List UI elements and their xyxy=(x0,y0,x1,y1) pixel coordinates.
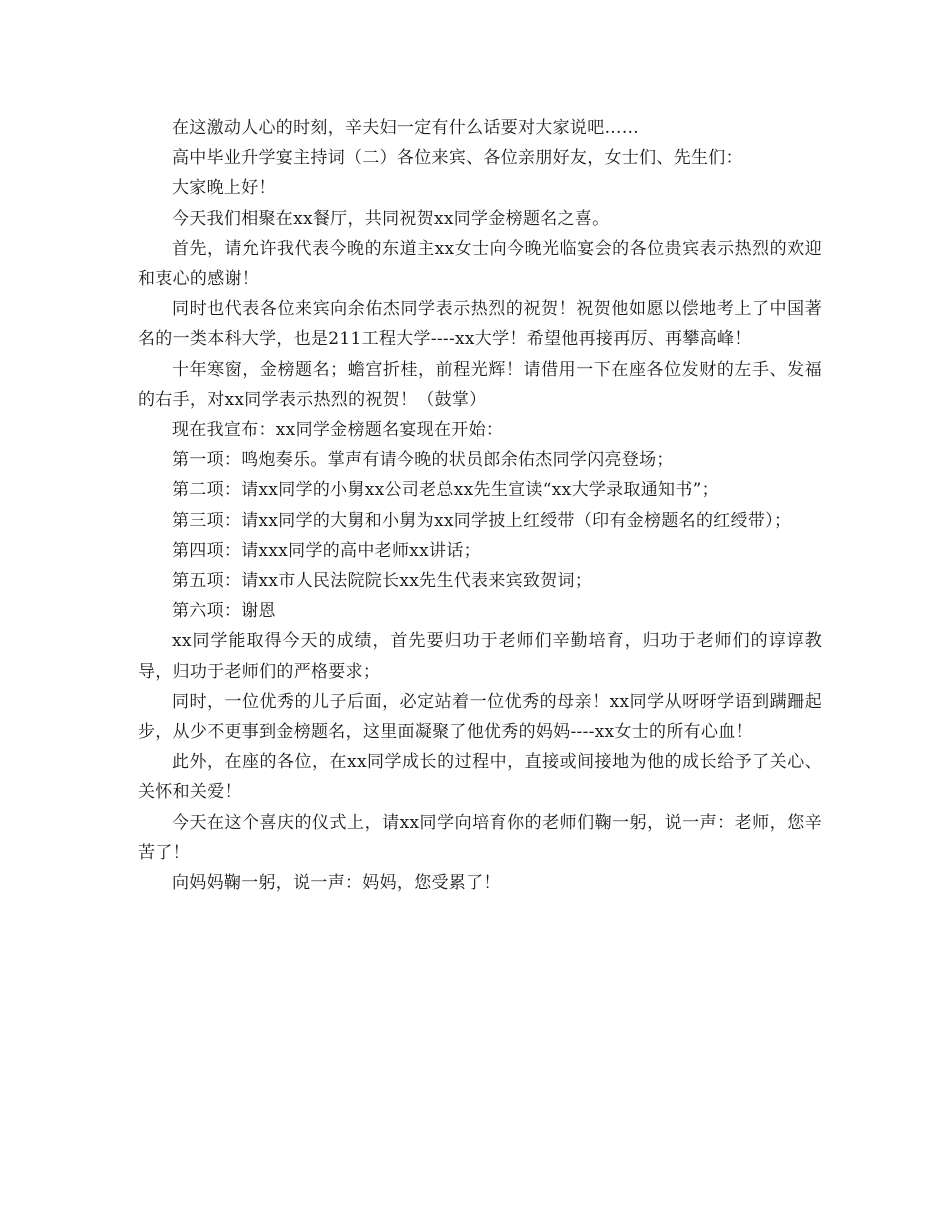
paragraph-gathering: 今天我们相聚在xx餐厅，共同祝贺xx同学金榜题名之喜。 xyxy=(172,208,610,229)
paragraph-bow-teachers: 今天在这个喜庆的仪式上，请xx同学向培育你的老师们鞠一躬，说一声：老师，您辛苦了！ xyxy=(138,812,822,863)
paragraph-greeting: 大家晚上好！ xyxy=(172,178,276,199)
paragraph-closing-line: 在这激动人心的时刻，辛夫妇一定有什么话要对大家说吧…… xyxy=(172,118,640,138)
paragraph-item-2: 第二项：请xx同学的小舅xx公司老总xx先生宣读“xx大学录取通知书”； xyxy=(172,480,719,501)
paragraph-guests: 此外，在座的各位，在xx同学成长的过程中，直接或间接地为他的成长给予了关心、关怀和关爱！ xyxy=(138,752,822,803)
paragraph-congratulation: 同时也代表各位来宾向余佑杰同学表示热烈的祝贺！祝贺他如愿以偿地考上了中国著名的一类本科大学，也是211工程大学----xx大学！希望他再接再厉、再攀高峰！ xyxy=(138,299,822,350)
paragraph-teachers: xx同学能取得今天的成绩，首先要归功于老师们辛勤培育，归功于老师们的谆谆教导，归功于老师们的严格要求； xyxy=(138,631,822,682)
paragraph-bow-mother: 向妈妈鞠一躬，说一声：妈妈，您受累了！ xyxy=(172,873,501,894)
paragraph-item-6: 第六项：谢恩 xyxy=(172,601,276,622)
paragraph-welcome: 首先，请允许我代表今晚的东道主xx女士向今晚光临宴会的各位贵宾表示热烈的欢迎和衷心的感谢！ xyxy=(138,238,822,290)
paragraph-item-1: 第一项：鸣炮奏乐。掌声有请今晚的状员郎余佑杰同学闪亮登场； xyxy=(172,450,674,471)
paragraph-announcement: 现在我宣布：xx同学金榜题名宴现在开始： xyxy=(172,420,504,441)
paragraph-section-title: 高中毕业升学宴主持词（二）各位来宾、各位亲朋好友，女士们、先生们： xyxy=(172,148,743,169)
paragraph-applause: 十年寒窗，金榜题名；蟾宫折桂，前程光辉！请借用一下在座各位发财的左手、发福的右手，对xx同学表示热烈的祝贺！（鼓掌） xyxy=(138,359,822,410)
document-body xyxy=(138,113,822,898)
paragraph-item-4: 第四项：请xxx同学的高中老师xx讲话； xyxy=(172,540,481,561)
paragraph-item-3: 第三项：请xx同学的大舅和小舅为xx同学披上红绶带（印有金榜题名的红绶带）； xyxy=(172,510,792,531)
paragraph-mother: 同时，一位优秀的儿子后面，必定站着一位优秀的母亲！xx同学从呀呀学语到蹒跚起步，从少不更事到金榜题名，这里面凝聚了他优秀的妈妈----xx女士的所有心血！ xyxy=(138,691,822,743)
paragraph-item-5: 第五项：请xx市人民法院院长xx先生代表来宾致贺词； xyxy=(172,571,593,592)
